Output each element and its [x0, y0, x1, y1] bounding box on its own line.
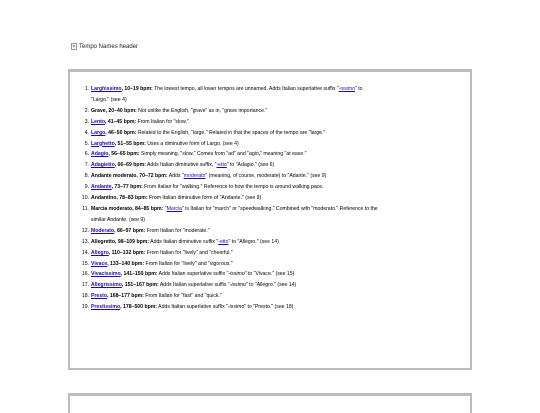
tempo-name-link[interactable]: Larghissimo: [91, 86, 122, 92]
tempo-bpm: , 51–55 bpm:: [114, 140, 146, 147]
inline-term-link[interactable]: -etto: [216, 162, 227, 169]
tempo-description: From Italian for "walking." Reference to how the tempo is around walking pace.: [142, 184, 324, 191]
tempo-description-cont: " to "Adagio." (see 6): [226, 162, 275, 169]
tempo-description: Adds Italian superlative suffix ": [158, 282, 230, 289]
italic-suffix: -issimo: [229, 282, 246, 289]
tempo-bpm: , 178–500 bpm:: [120, 304, 158, 311]
tempo-description: Adds Italian superlative suffix ": [157, 271, 229, 278]
tempo-name-link[interactable]: Prestissimo: [91, 304, 121, 311]
tempo-number: 7.: [84, 162, 89, 169]
tempo-list-item: [79, 128, 469, 139]
tempo-list-item: [79, 182, 469, 193]
tempo-bpm: , 20–40 bpm:: [105, 107, 137, 114]
tempo-description: Adds ": [167, 173, 184, 180]
tempo-description-cont: " to "Allegro." (see 14): [228, 238, 279, 245]
tempo-bpm: , 70–72 bpm:: [136, 173, 168, 180]
tempo-bpm: , 46–50 bpm:: [105, 129, 137, 136]
tempo-name: Grave: [91, 107, 106, 114]
tempo-list-item: [79, 291, 469, 302]
tempo-list-item: [79, 204, 469, 226]
tempo-name-link[interactable]: Presto: [91, 293, 107, 300]
tempo-number: 19.: [81, 304, 89, 311]
tempo-bpm: , 66–69 bpm:: [114, 162, 146, 169]
tempo-description-line2: similar Andante. (see 9): [91, 216, 146, 223]
tempo-list-item: [79, 259, 469, 270]
tempo-bpm: , 98–109 bpm:: [115, 238, 150, 245]
tempo-list-item: [79, 106, 469, 117]
tempo-list-item: [79, 269, 469, 280]
tempo-number: 17.: [81, 282, 89, 289]
tempo-bpm: , 41–45 bpm:: [105, 118, 137, 125]
tempo-description-cont: " is Italian for "march" or "speedwalking." Combined with "moderato." Reference to the: [182, 205, 378, 212]
tempo-bpm: , 141–150 bpm:: [120, 271, 158, 278]
tempo-name-link[interactable]: Larghetto: [91, 140, 115, 147]
tempo-list-item: [79, 280, 469, 291]
tempo-name: Allegretto: [91, 238, 115, 245]
tempo-name-link[interactable]: Vivace: [91, 260, 108, 267]
tempo-name-link[interactable]: Vivacissimo: [91, 271, 121, 278]
inline-term-link[interactable]: moderato: [183, 173, 206, 180]
tempo-number: 13.: [81, 238, 89, 245]
tempo-number: 4.: [84, 129, 89, 136]
tempo-list-panel: [68, 69, 472, 370]
tempo-bpm: , 151–167 bpm:: [121, 282, 159, 289]
tempo-bpm: , 110–132 bpm:: [108, 249, 146, 256]
header-alt-text: Tempo Names header: [79, 43, 139, 50]
tempo-list-item: [79, 226, 469, 237]
tempo-description: From Italian for "moderate.": [145, 227, 210, 234]
tempo-list-item: [79, 84, 469, 106]
tempo-list-item: [79, 302, 469, 313]
tempo-bpm: , 84–85 bpm:: [132, 205, 164, 212]
tempo-name-link[interactable]: Allegro: [91, 249, 109, 256]
tempo-number: 3.: [84, 118, 89, 125]
tempo-number: 12.: [81, 227, 89, 234]
tempo-description: Adds Italian diminutive suffix, ": [145, 162, 217, 169]
tempo-number: 15.: [81, 260, 89, 267]
inline-term-link[interactable]: Marcia: [166, 205, 182, 212]
broken-image-icon: [71, 43, 77, 50]
tempo-list-item: [79, 139, 469, 150]
tempo-number: 11.: [82, 205, 89, 212]
tempo-number: 2.: [84, 107, 89, 114]
tempo-bpm: , 10–19 bpm:: [121, 86, 153, 92]
tempo-list-item: [79, 149, 469, 160]
tempo-list-item: [79, 117, 469, 128]
tempo-description: From Italian for "fast" and "quick.": [143, 293, 222, 300]
tempo-description-cont: " to: [354, 86, 363, 92]
tempo-list-item: [79, 237, 469, 248]
tempo-list-item: [79, 193, 469, 204]
tempo-number: 8.: [84, 173, 89, 180]
tempo-name-link[interactable]: Adagietto: [91, 162, 115, 169]
tempo-list-item: [79, 171, 469, 182]
tempo-description: From Italian for "lively" and "cheerful.": [145, 249, 233, 256]
tempo-name-link[interactable]: Allegrissimo: [91, 282, 122, 289]
tempo-description: From Italian for "lively" and "vigorous.": [144, 260, 233, 267]
tempo-bpm: , 133–140 bpm:: [107, 260, 145, 267]
tempo-description-cont: " to "Presto." (see 18): [244, 304, 294, 311]
tempo-name: Marcia moderato: [91, 205, 133, 212]
italic-suffix: -issimo: [228, 271, 245, 278]
tempo-bpm: , 168–177 bpm:: [107, 293, 144, 300]
tempo-bpm: , 56–65 bpm:: [108, 151, 140, 158]
tempo-description: Not unlike the English, "grave" as in, "grave importance.": [136, 107, 268, 114]
tempo-number: 6.: [84, 151, 89, 158]
tempo-description: ": [163, 205, 167, 212]
tempo-name-link[interactable]: Adagio: [91, 151, 109, 158]
tempo-description: Adds Italian superlative suffix ": [157, 304, 228, 311]
tempo-name-link[interactable]: Lento: [91, 118, 105, 125]
italic-suffix: -issimo: [227, 304, 245, 311]
inline-term-link[interactable]: -issimo: [338, 86, 355, 92]
tempo-description: Related to the English, "large." Related in that the spaces of the tempo are "large.": [136, 129, 326, 136]
tempo-name-link[interactable]: Andante: [91, 184, 112, 191]
tempo-description: Simply meaning, "slow." Comes from "ad" and "agio," meaning "at ease.": [139, 151, 307, 158]
tempo-number: 5.: [84, 140, 89, 147]
tempo-description: Adds Italian diminutive suffix ": [149, 238, 219, 245]
tempo-bpm: , 78–83 bpm:: [116, 195, 148, 202]
tempo-name: Andantino: [91, 195, 117, 202]
tempo-number: 14.: [81, 249, 89, 256]
tempo-name: Andante moderato: [91, 173, 137, 180]
tempo-number: 9.: [84, 184, 89, 191]
tempo-bpm: , 86–97 bpm:: [114, 227, 146, 234]
tempo-number: 10.: [81, 195, 89, 202]
tempo-description-line2: "Largo." (see 4): [91, 96, 127, 103]
tempo-description-cont: " to "Allegro." (see 14): [245, 282, 297, 289]
tempo-number: 16.: [81, 271, 89, 278]
tempo-number: 18.: [81, 293, 89, 300]
tempo-description-cont: " (meaning, of course, moderate) to "Adante." (see 9): [205, 173, 327, 180]
tempo-description: Uses a diminutive form of Largo. (see 4): [145, 140, 239, 147]
tempo-list: [79, 84, 469, 313]
next-panel: [68, 393, 472, 413]
tempo-description: From Italian diminutive form of "Andante." (see 9): [147, 195, 262, 202]
tempo-description-cont: " to "Vivace." (see 15): [244, 271, 295, 278]
inline-term-link[interactable]: -etto: [218, 238, 229, 245]
tempo-number: 1.: [84, 86, 89, 92]
tempo-names-header-image: [71, 43, 138, 50]
tempo-description: The lowest tempo, all lower tempos are unnamed. Adds Italian superlative suffix ": [152, 86, 339, 92]
tempo-list-item: [79, 248, 469, 259]
tempo-description: From Italian for "slow.": [136, 118, 189, 125]
tempo-name-link[interactable]: Largo: [91, 129, 106, 136]
tempo-list-item: [79, 160, 469, 171]
tempo-bpm: , 73–77 bpm:: [111, 184, 143, 191]
tempo-name-link[interactable]: Moderato: [91, 227, 115, 234]
